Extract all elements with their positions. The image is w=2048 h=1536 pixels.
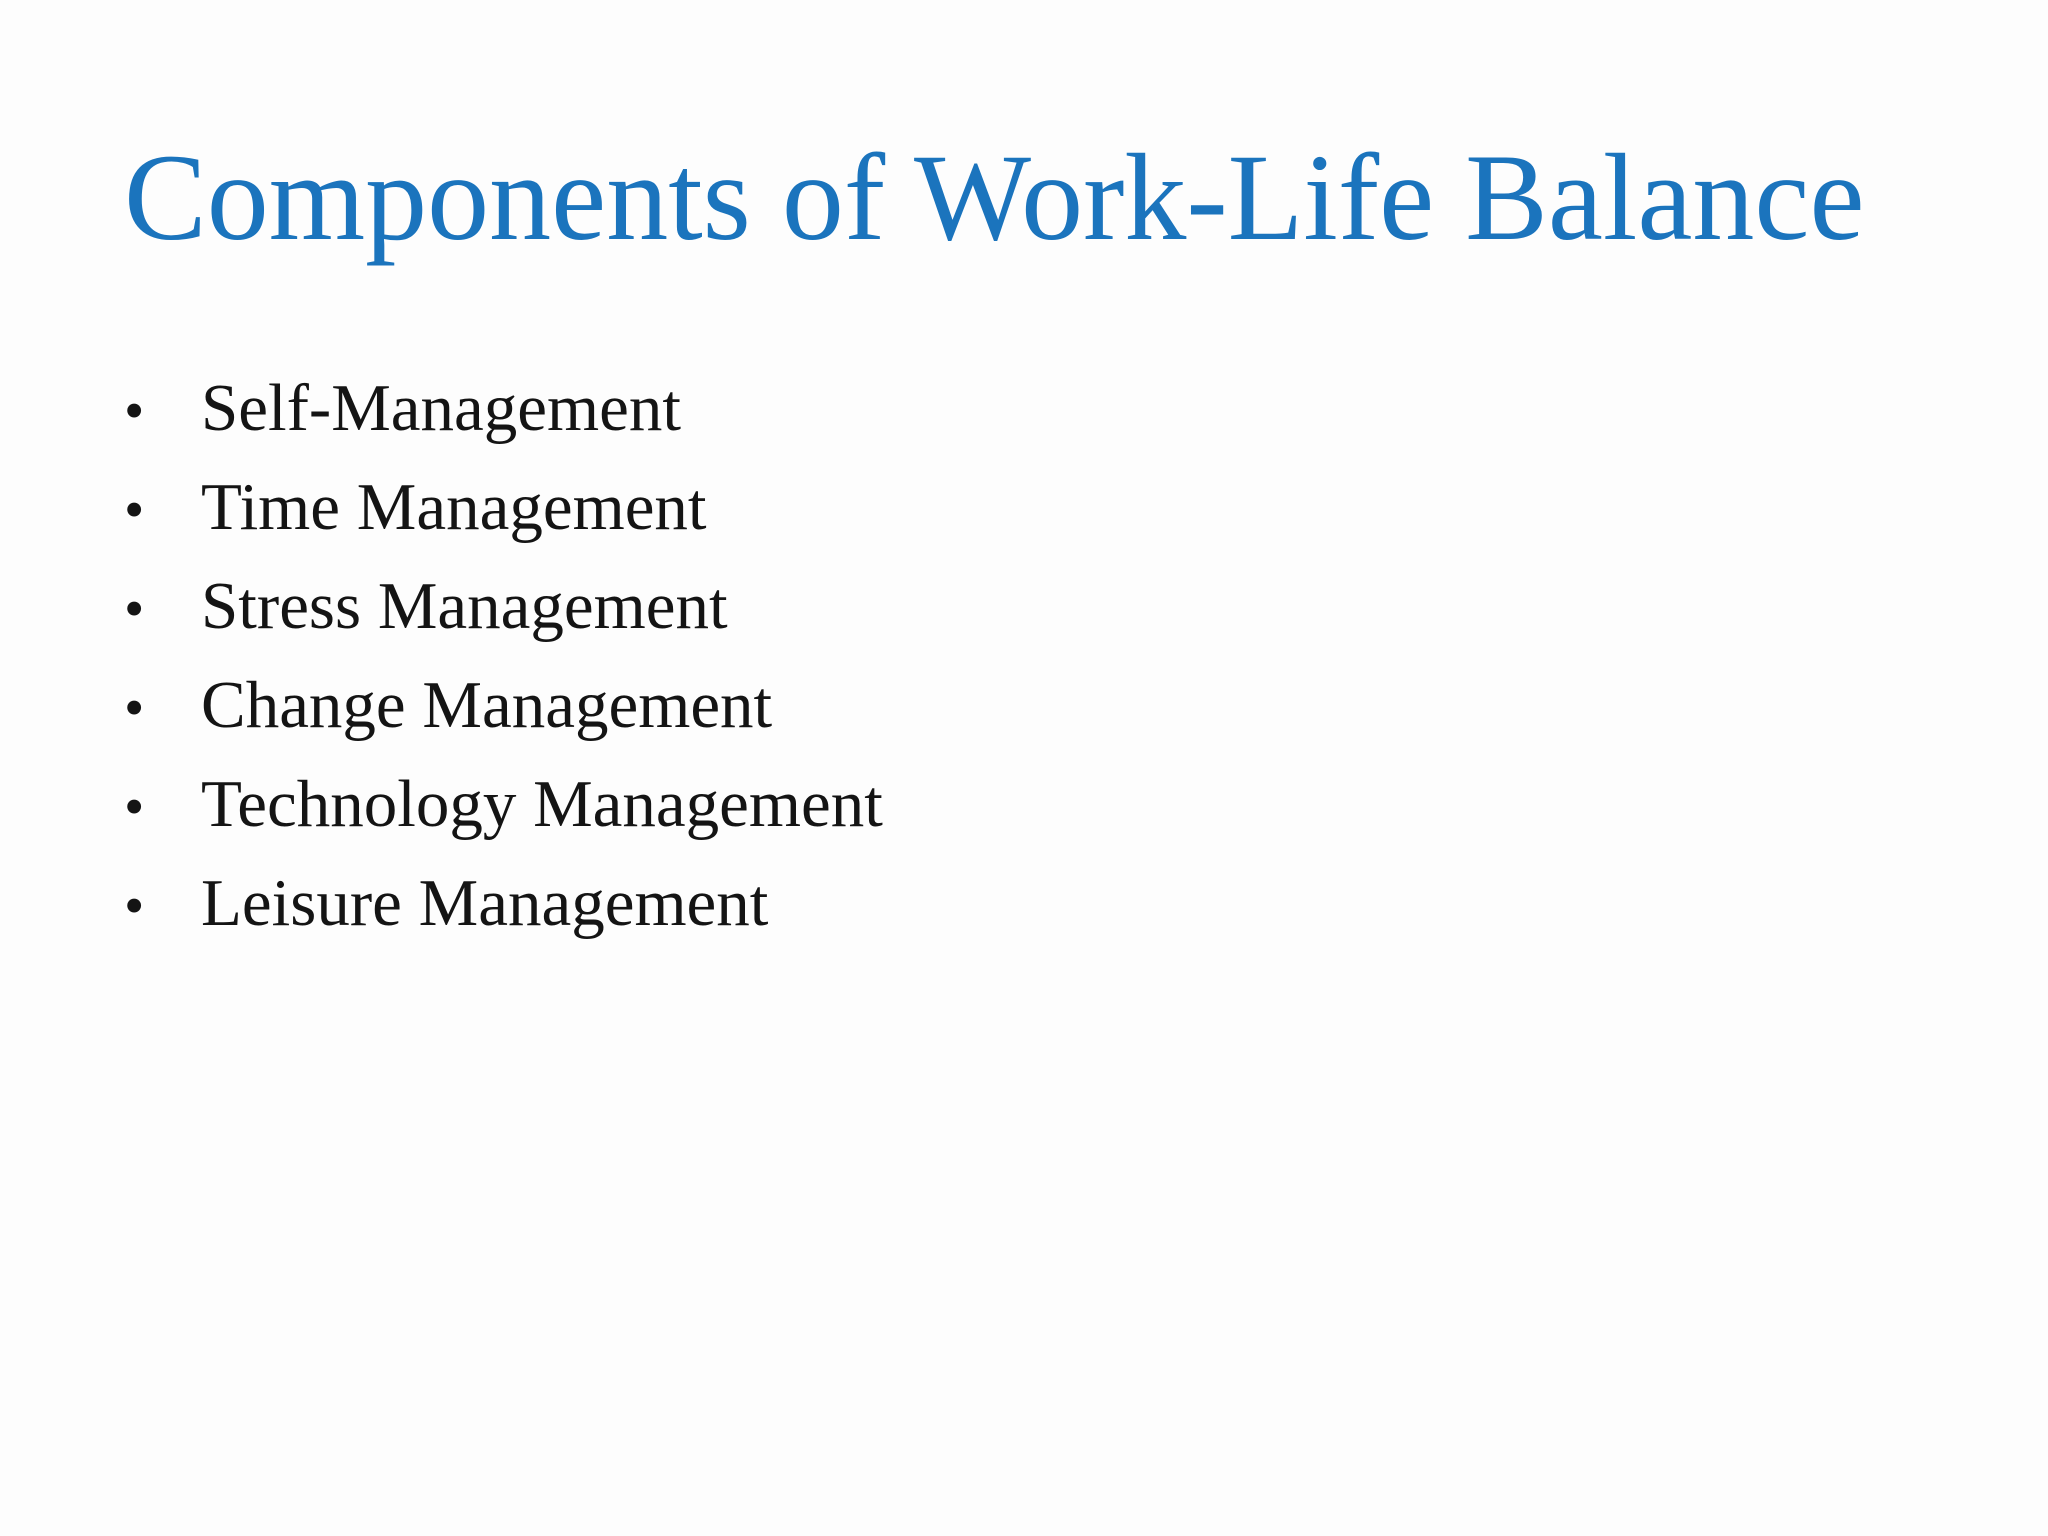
list-item [124, 865, 883, 964]
list-item [124, 568, 883, 667]
bullet-icon: • [124, 378, 145, 443]
list-item-text: Technology Management [201, 767, 883, 841]
list-item [124, 766, 883, 865]
bullet-icon: • [124, 675, 145, 740]
bullet-list [124, 370, 883, 964]
list-item-text: Time Management [201, 470, 707, 544]
list-item-text: Self-Management [201, 371, 681, 445]
bullet-icon: • [124, 873, 145, 938]
slide-title: Components of Work-Life Balance [124, 129, 1865, 266]
list-item [124, 469, 883, 568]
bullet-icon: • [124, 477, 145, 542]
list-item-text: Leisure Management [201, 866, 769, 940]
list-item-text: Stress Management [201, 569, 728, 643]
bullet-icon: • [124, 576, 145, 641]
list-item-text: Change Management [201, 668, 773, 742]
list-item [124, 370, 883, 469]
bullet-icon: • [124, 774, 145, 839]
list-item [124, 667, 883, 766]
